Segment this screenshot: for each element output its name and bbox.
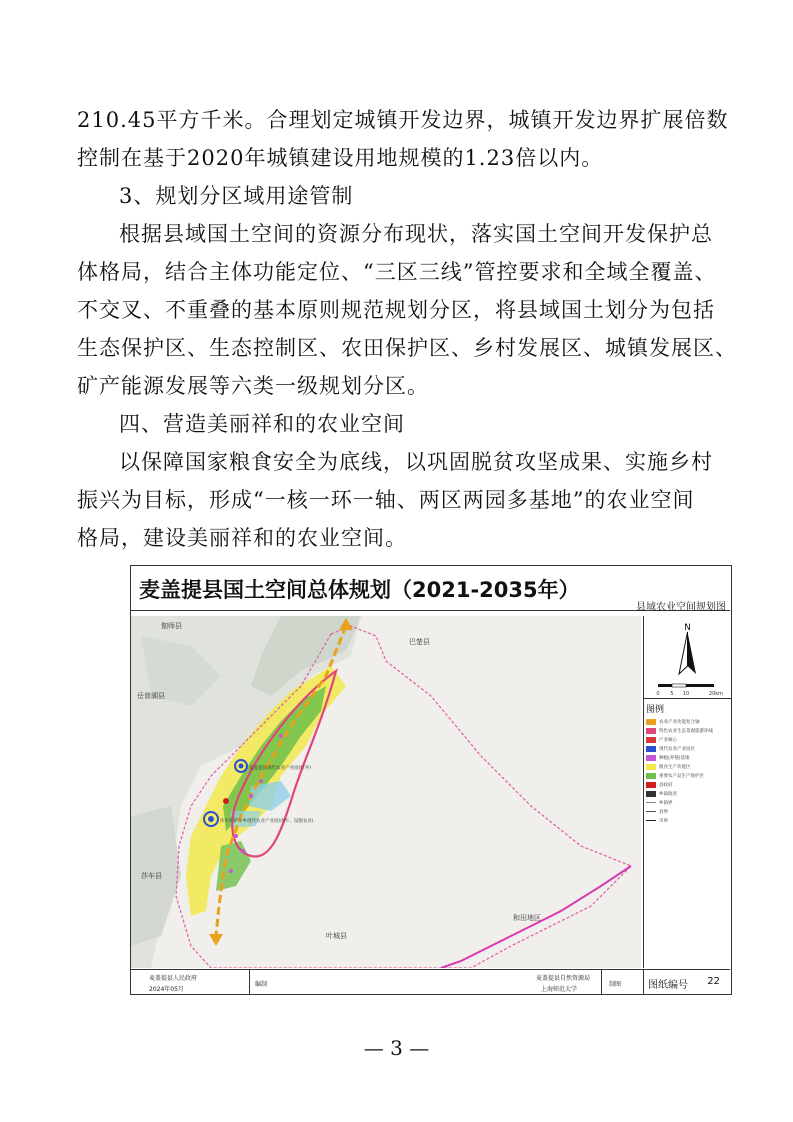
legend-item [646,807,729,816]
legend [646,702,729,825]
map-footer [131,969,730,994]
drawing-number-box [643,970,730,995]
footer-bureau: 麦盖提县自然资源局 [536,975,591,982]
page-number: — 3 — [363,1036,430,1060]
map-svg [131,616,641,968]
map-subtitle: 县域农业空间规划图 [636,602,726,613]
scale-label: 10 [682,691,690,697]
chapter-heading: 四、营造美丽祥和的农业空间 [119,412,405,436]
map-figure [130,565,732,995]
legend-swatch [646,737,656,743]
legend-label: 产业核心 [659,737,677,743]
legend-label: 乡镇政府 [659,791,677,797]
scale-label: 0 [656,691,660,697]
north-arrow-box [644,616,731,699]
footer-university: 上海师范大学 [541,986,578,993]
legend-item [646,726,729,735]
legend-label: 乡镇界 [659,800,673,806]
scale-label: 20km [708,691,724,697]
section-heading: 3、规划分区域用途管制 [119,184,354,208]
legend-label: 县政府 [659,782,673,788]
footer-date: 2024年05月 [149,986,184,993]
north-arrow-icon [644,616,731,699]
legend-swatch [646,791,656,797]
legend-item [646,753,729,762]
legend-item [646,762,729,771]
legend-item [646,789,729,798]
paragraph-line: 体格局，结合主体功能定位、“三区三线”管控要求和全域全覆盖、 [77,260,717,284]
legend-title: 图例 [646,705,665,715]
legend-panel [643,616,730,968]
place-label-hetian: 和田地区 [513,914,541,922]
legend-item [646,735,729,744]
legend-item [646,780,729,789]
drawing-number-label: 图纸编号 [648,980,688,991]
legend-item [646,798,729,807]
map-title-bar [131,566,730,611]
legend-swatch [646,746,656,752]
legend-swatch [646,782,656,788]
footer-make-label: 制图 [609,981,622,988]
paragraph-line: 210.45平方千米。合理划定城镇开发边界，城镇开发边界扩展倍数 [77,108,729,132]
footer-org: 麦盖提县人民政府 [149,975,198,982]
legend-swatch [646,755,656,761]
paragraph-line: 生态保护区、生态控制区、农田保护区、乡村发展区、城镇发展区、 [77,336,737,360]
legend-items [646,717,729,825]
legend-item [646,816,729,825]
legend-label: 重要农产品生产保护区 [659,773,704,779]
paragraph-line: 振兴为目标，形成“一核一环一轴、两区两园多基地”的农业空间 [77,488,695,512]
paragraph-line: 根据县域国土空间的资源分布现状，落实国土空间开发保护总 [119,222,713,246]
map-area [131,616,641,968]
legend-label: 农业产业功能复合轴 [659,719,700,725]
legend-item [646,771,729,780]
place-label-bachu: 巴楚县 [409,638,430,646]
legend-swatch [646,719,656,725]
legend-label: 特色农业生态景观旅游环线 [659,728,713,734]
legend-swatch [646,802,656,803]
legend-item [646,744,729,753]
drawing-number: 22 [707,976,720,987]
legend-label: 市界 [659,818,668,824]
map-title: 麦盖提县国土空间总体规划（2021-2035年） [139,578,580,602]
paragraph-line: 格局，建设美丽祥和的农业空间。 [77,526,407,550]
paragraph-line: 控制在基于2020年城镇建设用地规模的1.23倍以内。 [77,146,604,170]
legend-swatch [646,811,656,812]
park-label-1: 麦盖提县现代农业产业园(红枣) [249,766,312,771]
legend-item [646,717,729,726]
legend-label: 粮食生产功能区 [659,764,691,770]
scale-label: 5 [670,691,674,697]
legend-swatch [646,820,656,821]
place-label-shache: 莎车县 [141,872,162,880]
paragraph-line: 矿产能源发展等六类一级规划分区。 [77,374,429,398]
place-label-yecheng: 叶城县 [326,932,347,940]
north-label: N [684,623,691,633]
paragraph-line: 以保障国家粮食安全为底线，以巩固脱贫攻坚成果、实施乡村 [119,450,713,474]
legend-label: 现代农业产业园区 [659,746,695,752]
legend-swatch [646,773,656,779]
paragraph-line: 不交叉、不重叠的基本原则规范规划分区，将县域国土划分为包括 [77,298,715,322]
footer-compile-label: 编制 [255,981,268,988]
legend-label: 县界 [659,809,668,815]
legend-swatch [646,764,656,770]
park-label-2: 库木库萨尔乡现代农业产业园(肉牛、设施农业) [220,819,314,824]
place-label-yuepuhu: 岳普湖县 [137,692,165,700]
legend-label: 种植(养殖)基地 [659,755,690,761]
legend-swatch [646,728,656,734]
place-label-jiashi: 伽师县 [161,622,182,630]
